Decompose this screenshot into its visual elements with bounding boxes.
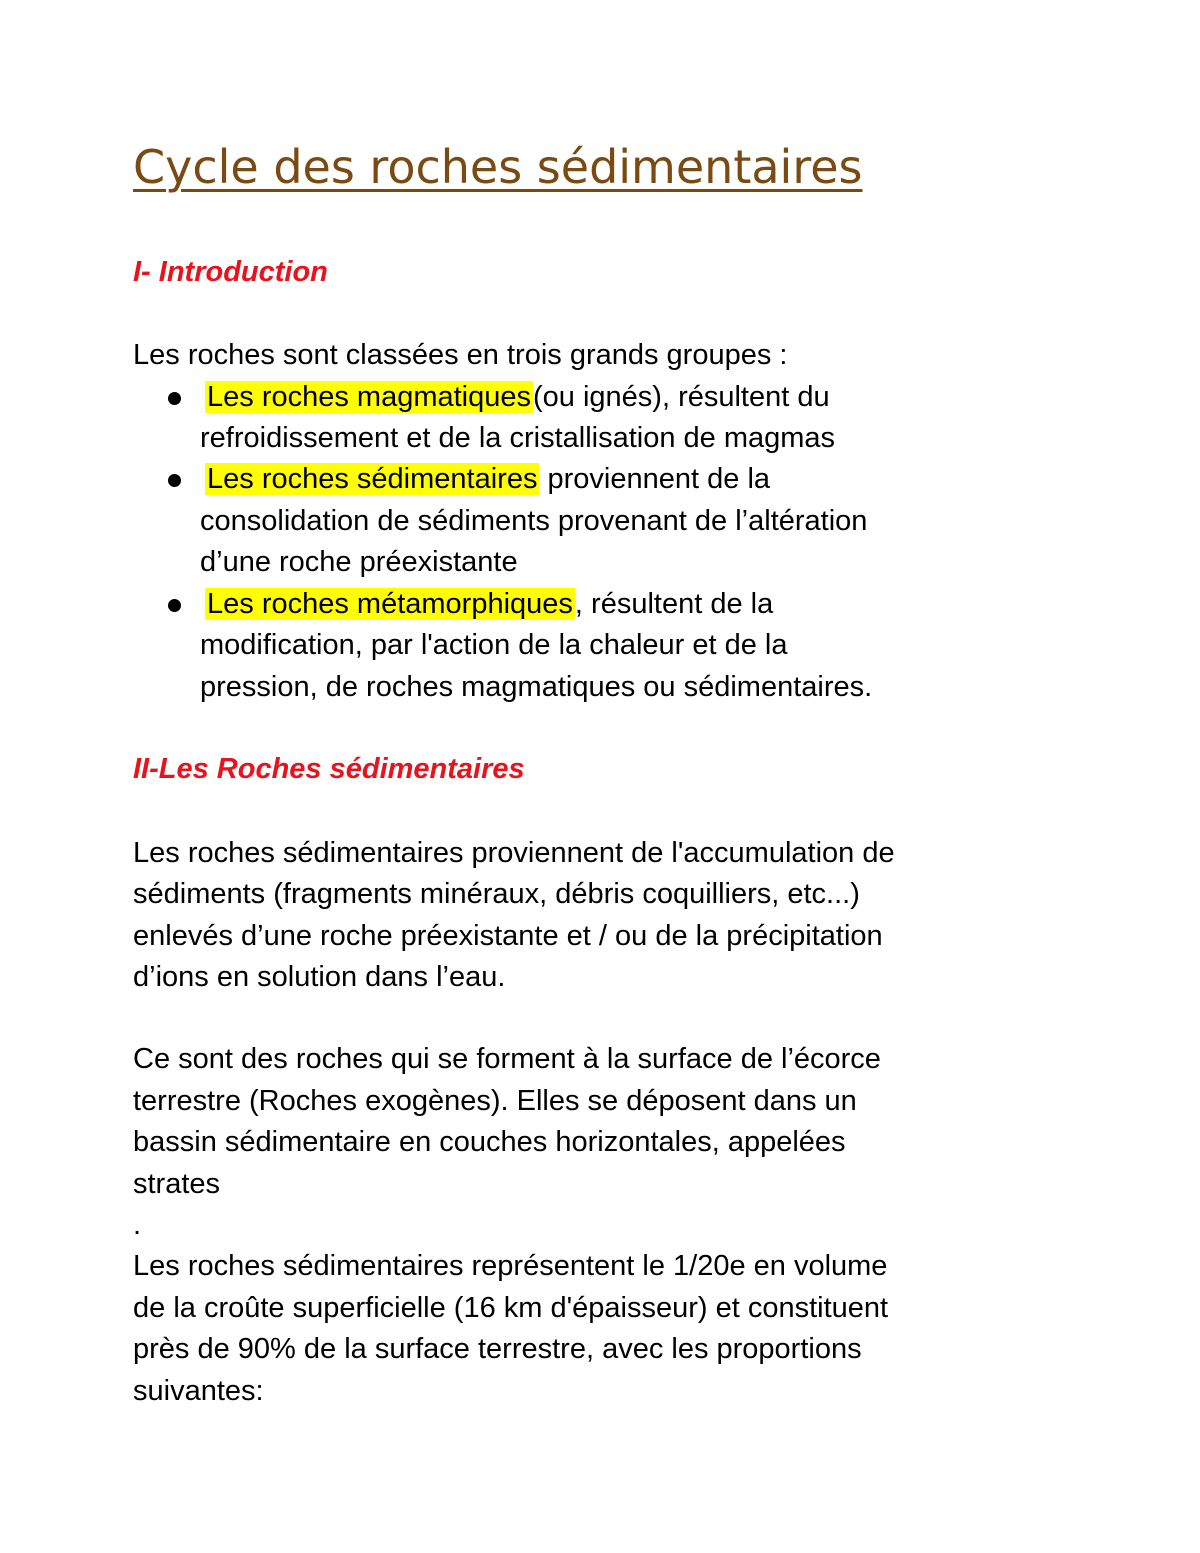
list-item-metamorphic — [205, 587, 773, 622]
paragraph-line: terrestre (Roches exogènes). Elles se déposent dans un — [133, 1085, 857, 1117]
paragraph-line: suivantes: — [133, 1375, 264, 1407]
intro-paragraph: Les roches sont classées en trois grands groupes : — [133, 339, 788, 371]
paragraph-line: enlevés d’une roche préexistante et / ou de la précipitation — [133, 920, 883, 952]
paragraph-line: strates — [133, 1168, 221, 1200]
document-title: Cycle des roches sédimentaires — [133, 140, 863, 194]
bullet-dot-icon — [168, 599, 181, 612]
paragraph-line: Les roches sédimentaires proviennent de l'accumulation de — [133, 837, 895, 869]
list-item-text: (ou ignés), résultent du — [533, 381, 830, 413]
list-item-sedimentary — [205, 462, 770, 497]
list-item-continuation: consolidation de sédiments provenant de l’altération — [200, 505, 868, 537]
paragraph-line: bassin sédimentaire en couches horizontales, appelées — [133, 1126, 846, 1158]
list-item-continuation: refroidissement et de la cristallisation de magmas — [200, 422, 836, 454]
bullet-dot-icon — [168, 474, 181, 487]
section-heading-introduction: I- Introduction — [133, 256, 328, 288]
list-item-continuation: d’une roche préexistante — [200, 546, 518, 578]
section-heading-sedimentary-rocks: II-Les Roches sédimentaires — [133, 753, 525, 785]
highlight-metamorphic: Les roches métamorphiques — [207, 588, 573, 620]
paragraph-line: de la croûte superficielle (16 km d'épaisseur) et constituent — [133, 1292, 889, 1324]
paragraph-line: d’ions en solution dans l’eau. — [133, 961, 506, 993]
highlight-magmatic: Les roches magmatiques — [207, 381, 531, 413]
paragraph-line: sédiments (fragments minéraux, débris coquilliers, etc...) — [133, 878, 860, 910]
bullet-dot-icon — [168, 392, 181, 405]
paragraph-line: Ce sont des roches qui se forment à la surface de l’écorce — [133, 1043, 881, 1075]
list-item-text: , résultent de la — [574, 588, 774, 620]
highlight-sedimentary: Les roches sédimentaires — [207, 463, 538, 495]
stray-period: . — [133, 1209, 142, 1241]
list-item-continuation: pression, de roches magmatiques ou sédimentaires. — [200, 671, 873, 703]
list-item-text: proviennent de la — [539, 463, 771, 495]
paragraph-line: Les roches sédimentaires représentent le 1/20e en volume — [133, 1250, 888, 1282]
paragraph-line: près de 90% de la surface terrestre, avec les proportions — [133, 1333, 862, 1365]
list-item-continuation: modification, par l'action de la chaleur et de la — [200, 629, 788, 661]
list-item-magmatic — [205, 380, 830, 415]
